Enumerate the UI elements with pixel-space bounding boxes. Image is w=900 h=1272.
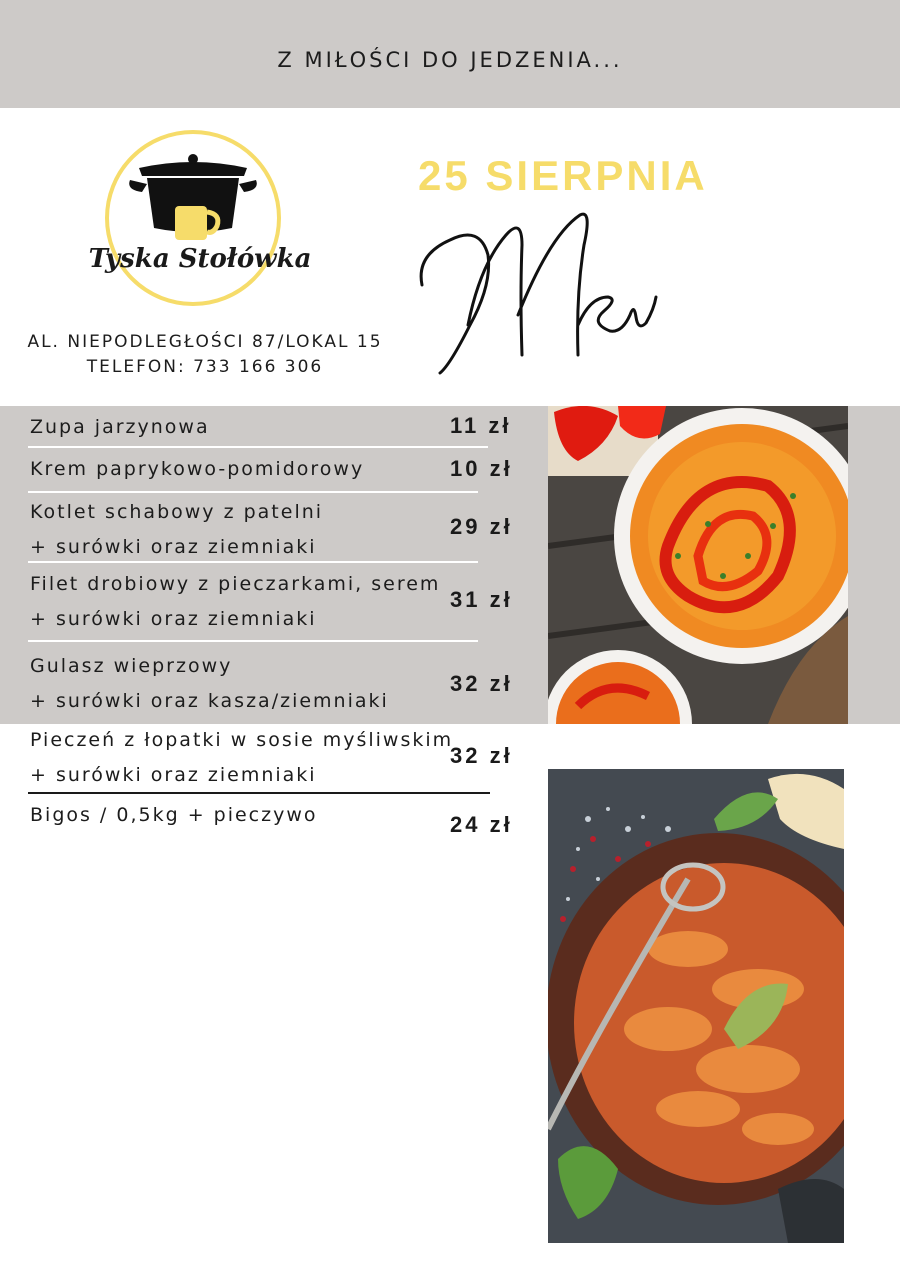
menu-item-price: 31 zł [450, 587, 513, 612]
menu-divider [28, 640, 478, 642]
menu-divider [28, 561, 478, 563]
phone-text: TELEFON: 733 166 306 [86, 357, 324, 377]
menu-item-name: Zupa jarzynowa [30, 416, 210, 438]
menu-item-price: 32 zł [450, 671, 513, 696]
menu-divider [28, 446, 488, 448]
pot-with-cup-icon [82, 128, 332, 312]
menu-item-price: 29 zł [450, 514, 513, 539]
address-text: AL. NIEPODLEGŁOŚCI 87/LOKAL 15 [27, 332, 383, 352]
menu-item-sides: + surówki oraz ziemniaki [30, 536, 317, 558]
menu-item-name: Pieczeń z łopatki w sosie myśliwskim [30, 729, 454, 751]
menu-divider [28, 491, 478, 493]
tomato-pepper-soup-photo [548, 406, 848, 724]
menu-item-price: 24 zł [450, 812, 513, 837]
menu-item-name: Bigos / 0,5kg + pieczywo [30, 804, 318, 826]
menu-item-name: Kotlet schabowy z patelni [30, 501, 324, 523]
menu-item-sides: + surówki oraz ziemniaki [30, 608, 317, 630]
menu-item-name: Filet drobiowy z pieczarkami, serem [30, 573, 441, 595]
bigos-bowl-photo [548, 769, 844, 1243]
tagline: Z MIŁOŚCI DO JEDZENIA... [277, 48, 623, 72]
menu-item-name: Gulasz wieprzowy [30, 655, 233, 677]
menu-item-name: Krem paprykowo-pomidorowy [30, 458, 365, 480]
menu-script-title [410, 205, 670, 380]
menu-item-price: 32 zł [450, 743, 513, 768]
logo-name: Tyska Stołówka [88, 244, 312, 274]
menu-item-price: 10 zł [450, 456, 513, 481]
menu-item-price: 11 zł [450, 413, 512, 438]
menu-item-sides: + surówki oraz kasza/ziemniaki [30, 690, 389, 712]
menu-item-sides: + surówki oraz ziemniaki [30, 764, 317, 786]
menu-divider [28, 792, 490, 794]
menu-date: 25 SIERPNIA [418, 152, 708, 199]
